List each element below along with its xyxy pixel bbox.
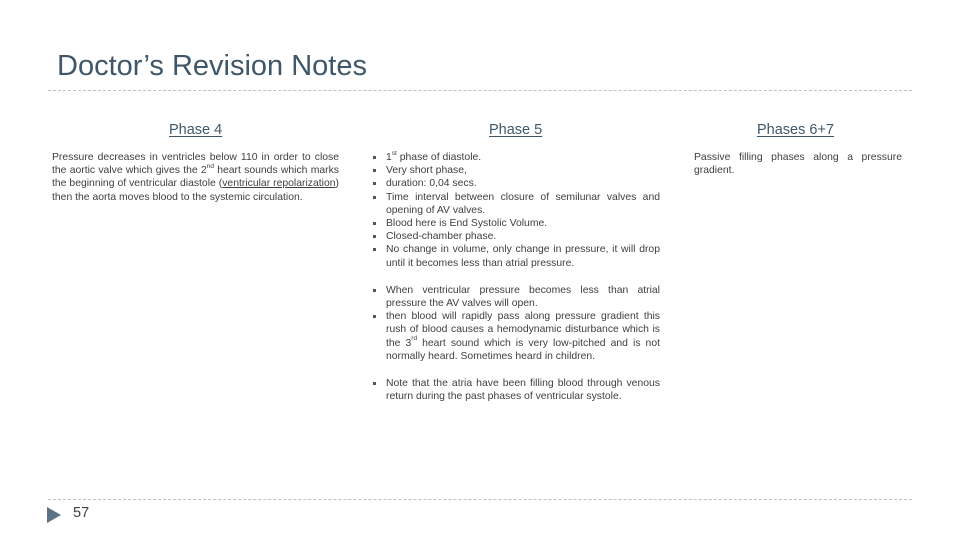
list-item: When ventricular pressure becomes less than atrial pressure the AV valves will open. [370,284,660,310]
repolarization-term: ventricular repolarization [222,178,336,190]
list-item: Very short phase, [370,164,660,177]
phase67-description: Passive filling phases along a pressure gradient. [694,152,902,177]
page-number: 57 [73,505,90,521]
phase5-list-1 [370,151,660,270]
list-item: 1st phase of diastole. [370,151,660,164]
list-item: then blood will rapidly pass along pressure gradient this rush of blood causes a hemodynamic disturbance which is the 3rd heart sound which is very low-pitched and is not normally heard. Sometimes heard in children. [370,310,660,363]
list-item: Closed-chamber phase. [370,230,660,243]
bottom-divider [48,499,912,500]
phase4-description: Pressure decreases in ventricles below 110 in order to close the aortic valve which gives the 2nd heart sounds which marks the beginning of ventricular diastole (ventricular repolarization) then the aorta moves blood to the systemic circulation. [52,152,339,203]
phase5-content [370,151,660,403]
top-divider [48,90,912,91]
slide-title: Doctor’s Revision Notes [57,50,367,82]
phase4-heading: Phase 4 [169,122,223,138]
list-item: duration: 0,04 secs. [370,177,660,190]
phase5-list-2 [370,284,660,363]
list-item: No change in volume, only change in pressure, it will drop until it becomes less than atrial pressure. [370,243,660,269]
list-item: Time interval between closure of semilunar valves and opening of AV valves. [370,191,660,217]
phase5-heading: Phase 5 [489,122,543,138]
list-item: Note that the atria have been filling blood through venous return during the past phases of ventricular systole. [370,377,660,403]
phase67-heading: Phases 6+7 [757,122,834,138]
triangle-right-icon [47,507,61,523]
list-item: Blood here is End Systolic Volume. [370,217,660,230]
phase5-list-3 [370,377,660,403]
